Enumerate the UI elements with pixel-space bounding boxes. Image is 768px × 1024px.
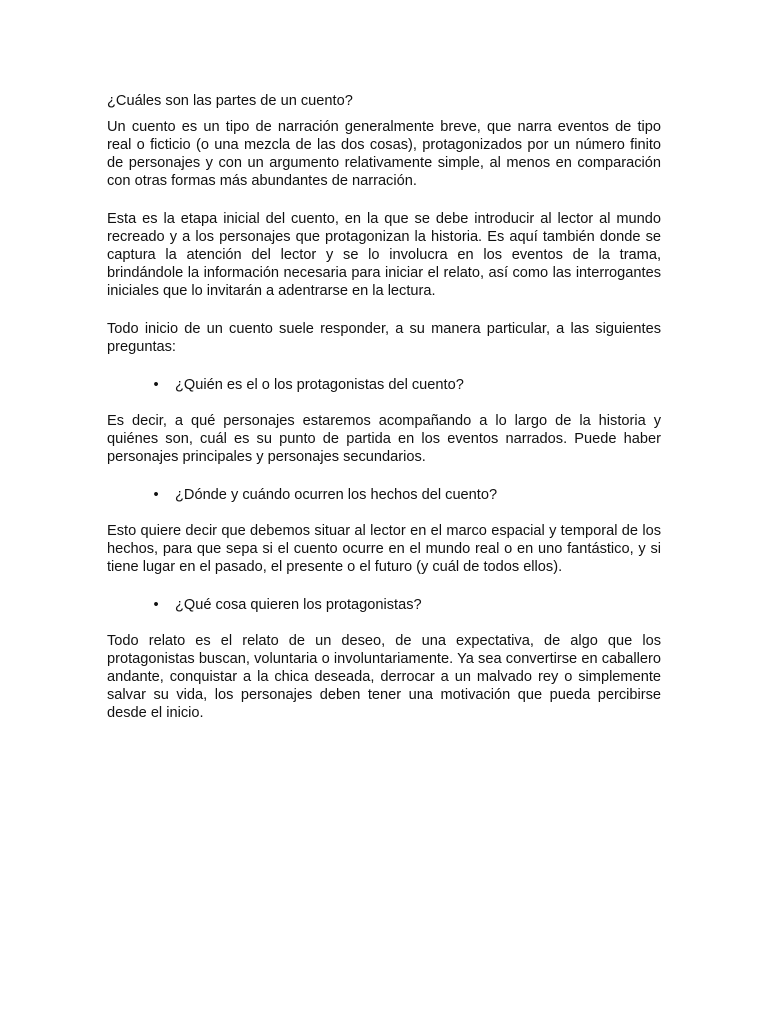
paragraph-answer-who: Es decir, a qué personajes estaremos acompañando a lo largo de la historia y quiénes son, cuál es su punto de partida en los eventos narrados. Puede haber personajes principales y personajes secundarios. bbox=[107, 413, 661, 465]
question-item bbox=[107, 596, 661, 614]
document-title: ¿Cuáles son las partes de un cuento? bbox=[107, 93, 353, 109]
paragraph-answer-what: Todo relato es el relato de un deseo, de una expectativa, de algo que los protagonistas buscan, voluntaria o involuntariamente. Ya sea convertirse en caballero andante, conquistar a la chica deseada, derrocar a un malvado rey o simplemente salvar su vida, los personajes deben tener una motivación que pueda percibirse desde el inicio. bbox=[107, 633, 661, 721]
paragraph-answer-where-when: Esto quiere decir que debemos situar al lector en el marco espacial y temporal de los hechos, para que sepa si el cuento ocurre en el mundo real o en uno fantástico, y si tiene lugar en el pasado, el presente o el futuro (y cuál de todos ellos). bbox=[107, 523, 661, 575]
bullet-icon: • bbox=[153, 597, 159, 613]
bullet-icon: • bbox=[153, 377, 159, 393]
question-item bbox=[107, 376, 661, 394]
question-list-3 bbox=[107, 596, 661, 614]
question-text: ¿Quién es el o los protagonistas del cuento? bbox=[175, 377, 464, 393]
paragraph-questions-intro: Todo inicio de un cuento suele responder, a su manera particular, a las siguientes preguntas: bbox=[107, 321, 661, 355]
question-list-1 bbox=[107, 376, 661, 394]
paragraph-definition: Un cuento es un tipo de narración generalmente breve, que narra eventos de tipo real o ficticio (o una mezcla de las dos cosas), protagonizados por un número finito de personajes y con un argumento relativamente simple, al menos en comparación con otras formas más abundantes de narración. bbox=[107, 119, 661, 189]
question-text: ¿Dónde y cuándo ocurren los hechos del cuento? bbox=[175, 487, 498, 503]
document-body bbox=[107, 92, 661, 742]
paragraph-initial-stage: Esta es la etapa inicial del cuento, en la que se debe introducir al lector al mundo recreado y a los personajes que protagonizan la historia. Es aquí también donde se captura la atención del lector y se lo involucra en los eventos de la trama, brindándole la información necesaria para iniciar el relato, así como las interrogantes iniciales que lo invitarán a adentrarse en la lectura. bbox=[107, 211, 661, 299]
bullet-icon: • bbox=[153, 487, 159, 503]
question-list-2 bbox=[107, 486, 661, 504]
question-item bbox=[107, 486, 661, 504]
question-text: ¿Qué cosa quieren los protagonistas? bbox=[175, 597, 422, 613]
